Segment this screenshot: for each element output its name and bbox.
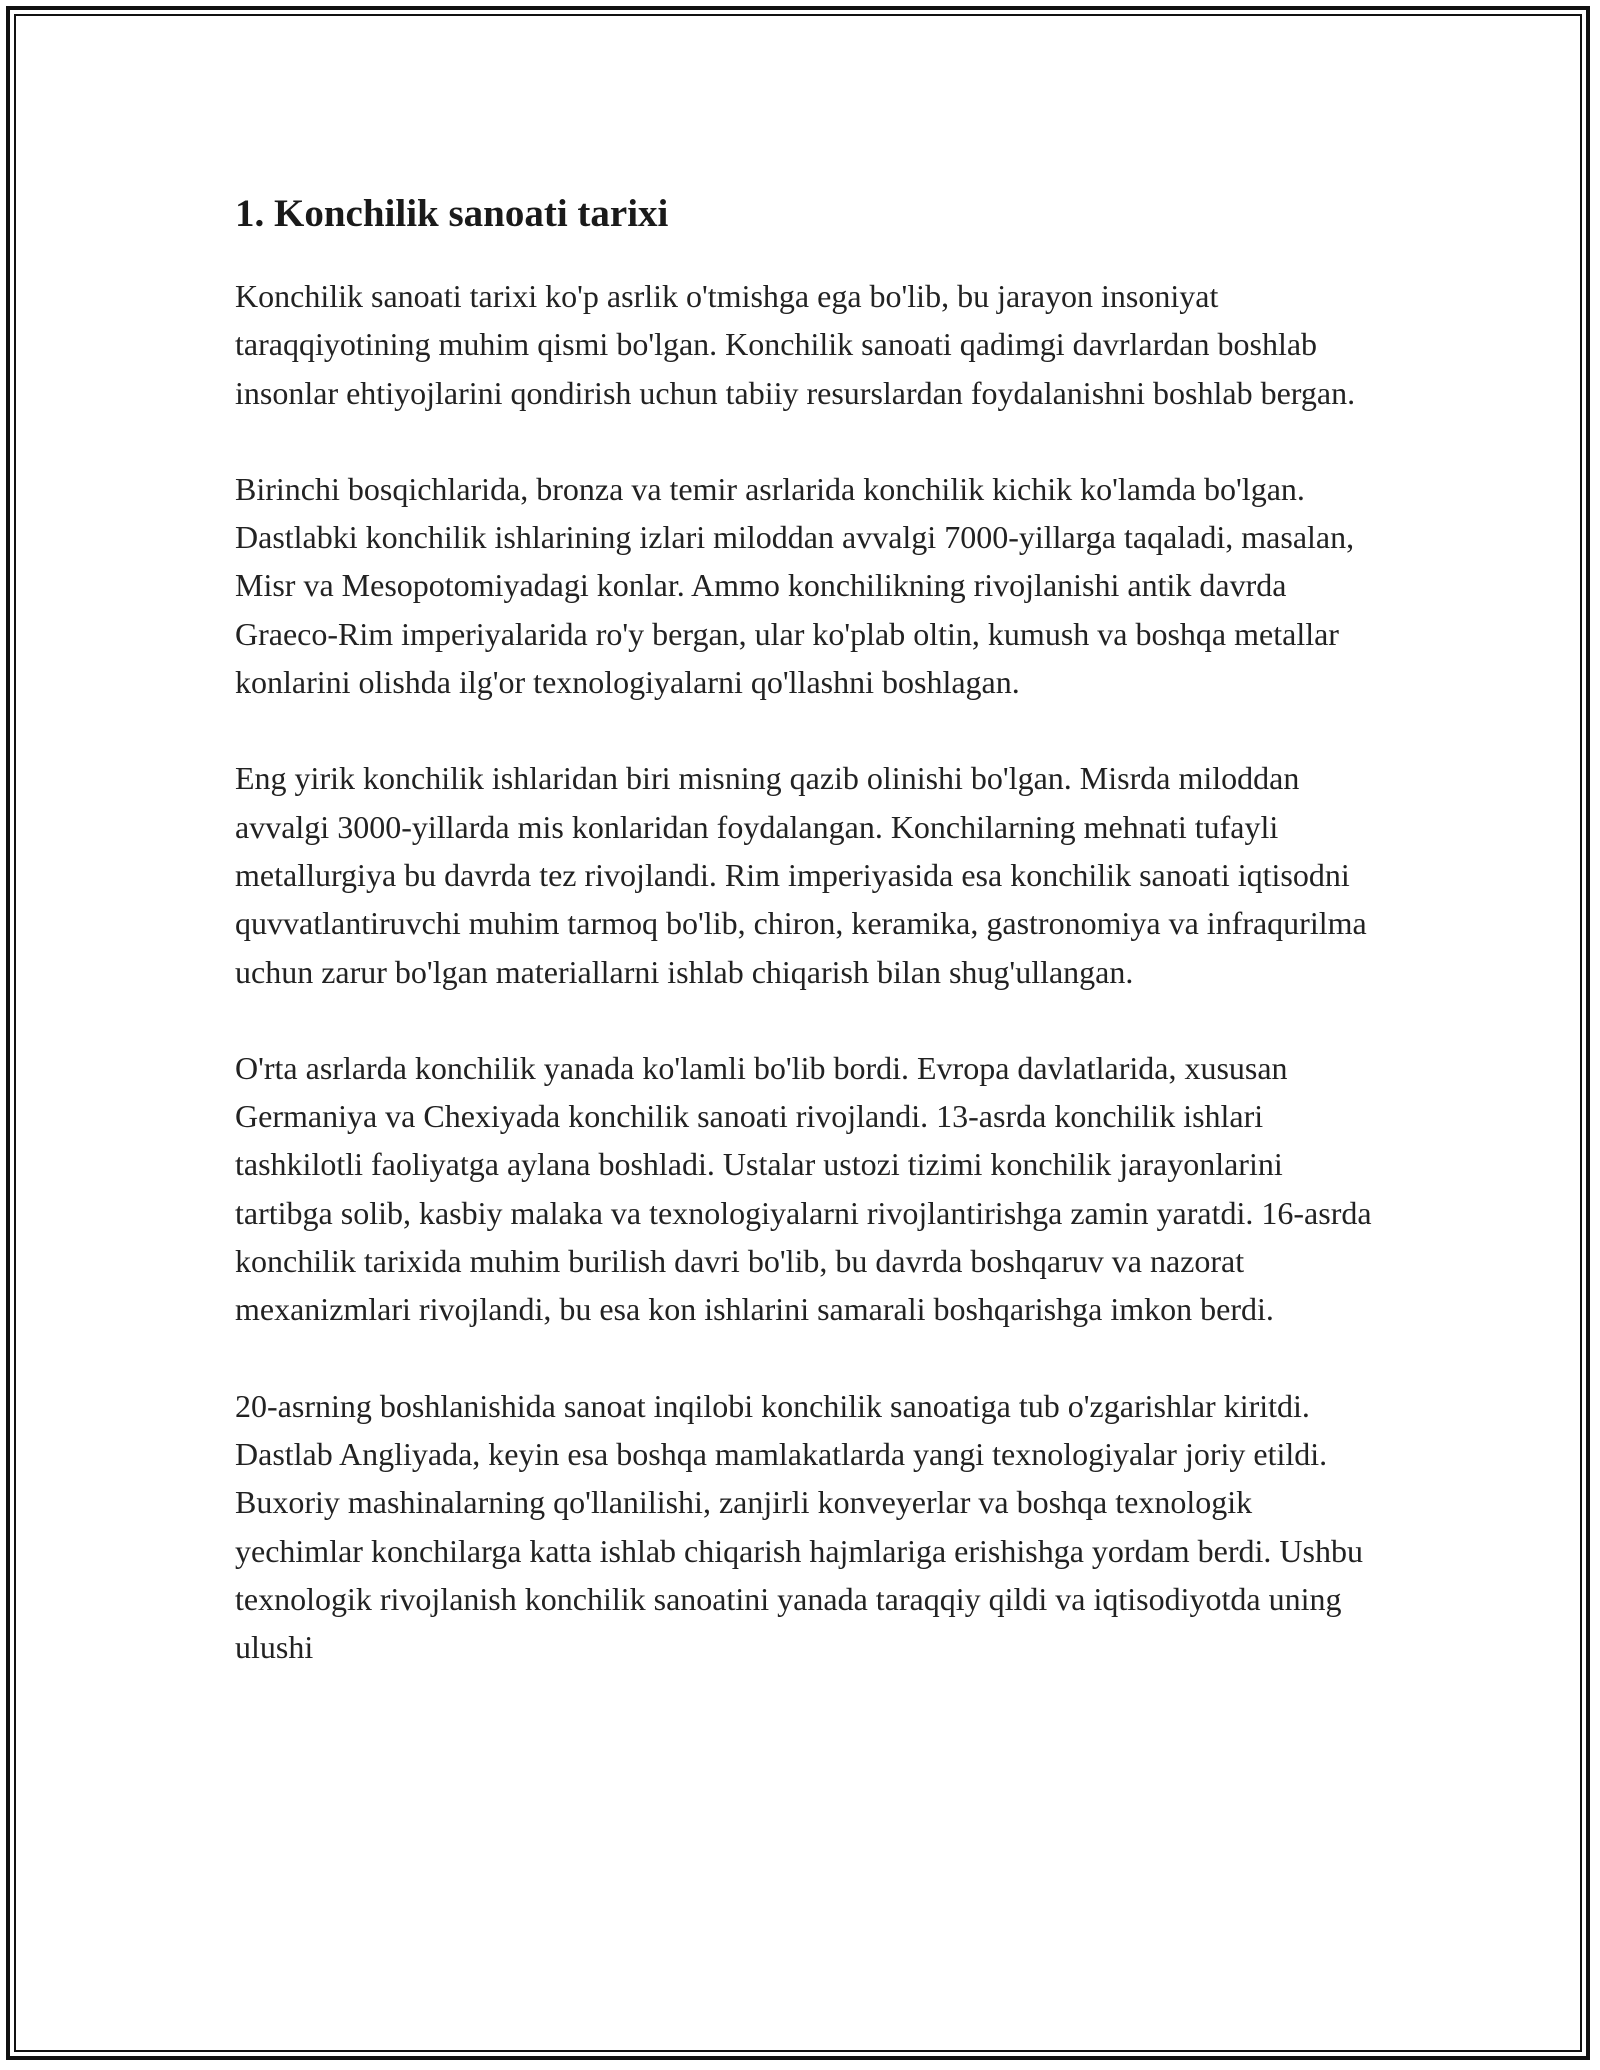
paragraph-early-stages: Birinchi bosqichlarida, bronza va temir asrlarida konchilik kichik ko'lamda bo'lgan. Dastlabki konchilik ishlarining izlari miloddan avvalgi 7000-yillarga taqaladi, masalan, Misr va Mesopotomiyadagi konlar. Ammo konchilikning rivojlanishi antik davrda Graeco-Rim imperiyalarida ro'y bergan, ular ko'plab oltin, kumush va boshqa metallar konlarini olishda ilg'or texnologiyalarni qo'llashni boshlagan. xyxy=(235,470,1355,701)
paragraph-copper-mining: Eng yirik konchilik ishlaridan biri misning qazib olinishi bo'lgan. Misrda miloddan avvalgi 3000-yillarda mis konlaridan foydalangan. Konchilarning mehnati tufayli metallurgiya bu davrda tez rivojlandi. Rim imperiyasida esa konchilik sanoati iqtisodni quvvatlantiruvchi muhim tarmoq bo'lib, chiron, keramika, gastronomiya va infraqurilma uchun zarur bo'lgan materiallarni ishlab chiqarish bilan shug'ullangan. xyxy=(235,760,1367,990)
paragraph-industrial-revolution: 20-asrning boshlanishida sanoat inqilobi konchilik sanoatiga tub o'zgarishlar kiritdi. Dastlab Angliyada, keyin esa boshqa mamlakatlarda yangi texnologiyalar joriy etildi. Buxoriy mashinalarning qo'llanilishi, zanjirli konveyerlar va boshqa texnologik yechimlar konchilarga katta ishlab chiqarish hajmlariga erishishga yordam berdi. Ushbu texnologik rivojlanish konchilik sanoatini yanada taraqqiy qildi va iqtisodiyotda uning ulushi xyxy=(235,1387,1363,1666)
paragraph-intro: Konchilik sanoati tarixi ko'p asrlik o'tmishga ega bo'lib, bu jarayon insoniyat taraqqiyotining muhim qismi bo'lgan. Konchilik sanoati qadimgi davrlardan boshlab insonlar ehtiyojlarini qondirish uchun tabiiy resurslardan foydalanishni boshlab bergan. xyxy=(235,278,1356,411)
paragraph-middle-ages: O'rta asrlarda konchilik yanada ko'lamli bo'lib bordi. Evropa davlatlarida, xususan Germaniya va Chexiyada konchilik sanoati rivojlandi. 13-asrda konchilik ishlari tashkilotli faoliyatga aylana boshladi. Ustalar ustozi tizimi konchilik jarayonlarini tartibga solib, kasbiy malaka va texnologiyalarni rivojlantirishga zamin yaratdi. 16-asrda konchilik tarixida muhim burilish davri bo'lib, bu davrda boshqaruv va nazorat mexanizmlari rivojlandi, bu esa kon ishlarini samarali boshqarishga imkon berdi. xyxy=(235,1049,1372,1328)
document-body xyxy=(235,188,1380,1719)
section-heading: 1. Konchilik sanoati tarixi xyxy=(235,192,669,235)
